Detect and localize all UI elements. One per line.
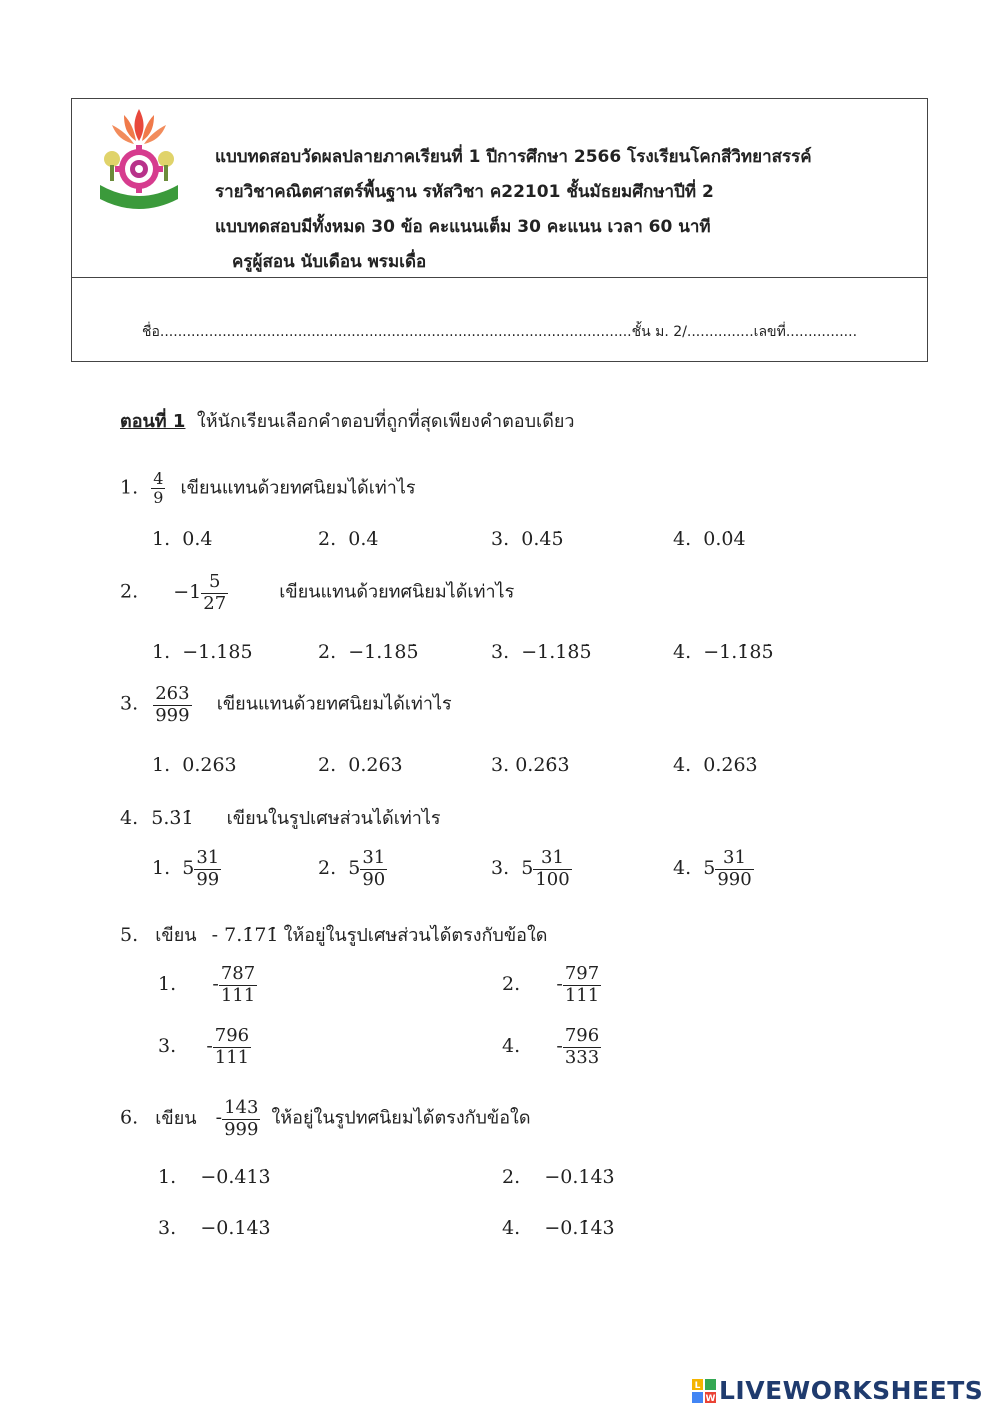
q2-option-2[interactable]: 2. −1.185̇ <box>318 641 419 663</box>
q6-option-2[interactable]: 2. −0.143̇ <box>502 1166 615 1188</box>
q4-option-1[interactable]: 1. 5 $\frac{31}{99}$ <box>152 847 220 890</box>
question-3 <box>120 684 452 726</box>
q5-option-1[interactable]: 1. - $\frac{787}{111}$ <box>158 963 256 1006</box>
header-box <box>71 98 928 362</box>
q3-option-1[interactable]: 1. 0.263 <box>152 754 237 776</box>
question-number: 1. <box>120 476 139 499</box>
q1-option-2[interactable]: 2. 0.4̇ <box>318 528 379 550</box>
q2-option-4[interactable]: 4. −1.1̇85̇ <box>673 641 774 663</box>
question-fraction: $\frac{263}{999}$ <box>155 683 190 726</box>
q3-option-3[interactable]: 3. 0.26̇3̇ <box>491 754 570 776</box>
question-1 <box>120 470 416 508</box>
question-5 <box>120 920 547 949</box>
student-info-line: ชื่อ..........................................................................................................ชั้น ม. 2/...............เลขที่................ <box>142 324 858 340</box>
question-number: 4. <box>120 807 139 829</box>
liveworksheets-brand: LIVEWORKSHEETS <box>719 1376 984 1405</box>
question-2 <box>120 572 514 614</box>
q6-option-1[interactable]: 1. −0.4̇13̇ <box>158 1166 271 1188</box>
q3-option-4[interactable]: 4. 0.2̇63̇ <box>673 754 758 776</box>
liveworksheets-logo <box>692 1376 983 1405</box>
school-logo <box>94 107 184 217</box>
question-4 <box>120 803 441 832</box>
question-text: เขียนในรูปเศษส่วนได้เท่าไร <box>226 808 441 829</box>
section-title: ตอนที่ 1 <box>120 411 186 432</box>
section-instruction: ให้นักเรียนเลือกคำตอบที่ถูกที่สุดเพียงคำตอบเดียว <box>196 411 575 432</box>
header-line-2: รายวิชาคณิตศาสตร์พื้นฐาน รหัสวิชา ค22101 ชั้นมัธยมศึกษาปีที่ 2 <box>215 182 714 202</box>
question-fraction: $\frac{143}{999}$ <box>224 1097 259 1140</box>
q2-option-1[interactable]: 1. −1.185 <box>152 641 253 663</box>
question-prefix: เขียน <box>155 1107 197 1129</box>
question-value: 5.3̇1̇ <box>151 807 194 829</box>
question-fraction: $\frac{4}{9}$ <box>153 469 164 508</box>
question-text: เขียนแทนด้วยทศนิยมได้เท่าไร <box>279 581 515 603</box>
header-line-3: แบบทดสอบมีทั้งหมด 30 ข้อ คะแนนเต็ม 30 คะแนน เวลา 60 นาที <box>215 217 711 237</box>
q6-option-4[interactable]: 4. −0.1̇43̇ <box>502 1217 615 1239</box>
header-divider <box>72 277 927 278</box>
header-line-1: แบบทดสอบวัดผลปลายภาคเรียนที่ 1 ปีการศึกษา 2566 โรงเรียนโคกสีวิทยาสรรค์ <box>215 147 812 167</box>
question-whole: −1 <box>173 580 202 603</box>
q4-option-2[interactable]: 2. 5 $\frac{31}{90}$ <box>318 847 386 890</box>
q4-option-3[interactable]: 3. 5 $\frac{31}{100}$ <box>491 847 570 890</box>
q3-option-2[interactable]: 2. 0.263̇ <box>318 754 403 776</box>
question-fraction: $\frac{5}{27}$ <box>203 571 227 614</box>
question-text: เขียนแทนด้วยทศนิยมได้เท่าไร <box>216 693 452 715</box>
question-number: 6. <box>120 1106 139 1129</box>
question-number: 5. <box>120 924 139 946</box>
q1-option-3[interactable]: 3. 0.45̇ <box>491 528 564 550</box>
badge-letter-l: L <box>694 1380 701 1391</box>
q6-option-3[interactable]: 3. −0.14̇3̇ <box>158 1217 271 1239</box>
question-sign: - <box>215 1106 223 1129</box>
question-text: ให้อยู่ในรูปทศนิยมได้ตรงกับข้อใด <box>271 1107 531 1129</box>
question-value: - 7.1̇71̇ <box>211 924 279 946</box>
q2-option-3[interactable]: 3. −1.18̇5̇ <box>491 641 592 663</box>
question-number: 3. <box>120 692 139 715</box>
question-6 <box>120 1098 531 1140</box>
q1-option-1[interactable]: 1. 0.4 <box>152 528 213 550</box>
question-text: เขียนแทนด้วยทศนิยมได้เท่าไร <box>180 477 416 499</box>
q5-option-2[interactable]: 2. - $\frac{797}{111}$ <box>502 963 600 1006</box>
question-number: 2. <box>120 580 139 603</box>
question-text: ให้อยู่ในรูปเศษส่วนได้ตรงกับข้อใด <box>283 925 548 946</box>
badge-letter-w: W <box>705 1393 716 1403</box>
question-prefix: เขียน <box>155 925 197 946</box>
liveworksheets-badge-icon <box>692 1379 716 1403</box>
q1-option-4[interactable]: 4. 0.0̇4̇ <box>673 528 746 550</box>
section-heading <box>120 406 575 435</box>
q5-option-3[interactable]: 3. - $\frac{796}{111}$ <box>158 1025 250 1068</box>
header-line-4: ครูผู้สอน นับเดือน พรมเดื่อ <box>232 252 427 272</box>
q4-option-4[interactable]: 4. 5 $\frac{31}{990}$ <box>673 847 752 890</box>
q5-option-4[interactable]: 4. - $\frac{796}{333}$ <box>502 1025 600 1068</box>
